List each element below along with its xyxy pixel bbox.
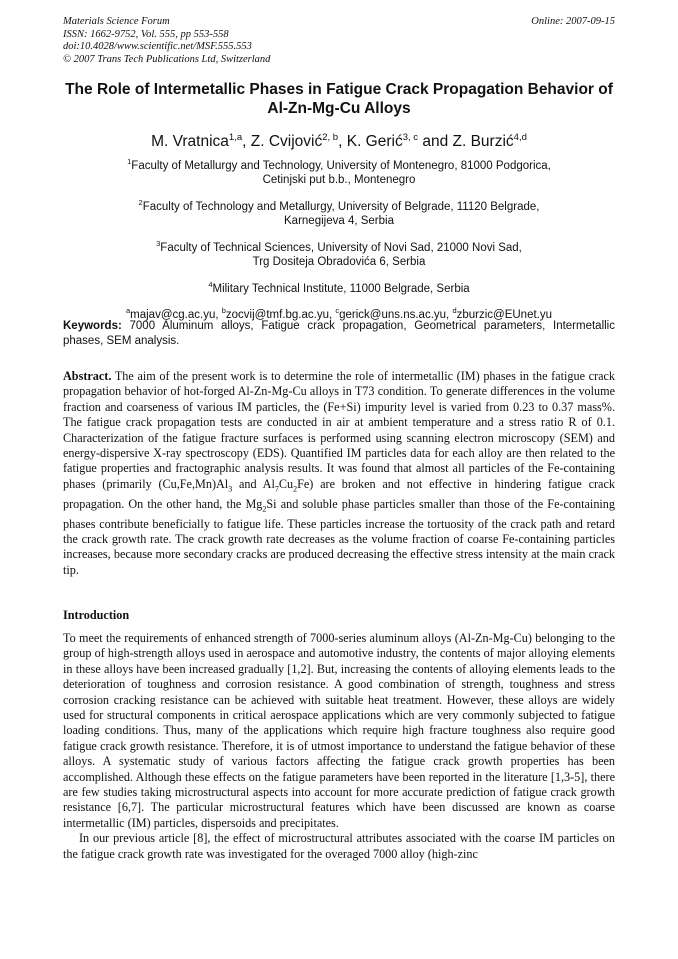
email-marker: b	[221, 306, 226, 316]
paragraph: To meet the requirements of enhanced strength of 7000-series aluminum alloys (Al-Zn-Mg-Cu) belonging to the group of high-strength alloys used in aerospace and automotive industry, the contents of major alloying elements in these alloys have been increased gradually [1,2]. But, increasing the contents of alloying elements leads to the deterioration of toughness and corrosion resistance. A good combination of strength, toughness and stress corrosion cracking resistance can be achieved with suitable heat treatment. However, these alloys are widely used for structural components in critical aerospace applications which are very commonly subjected to fatigue loading conditions. Thus, many of the applications which require high fracture toughness also require good fatigue crack growth resistance. Therefore, it is of utmost importance to understand the fatigue behavior of these alloys. A systematic study of various factors affecting the fatigue crack growth properties has been accomplished. Although these effects on the fatigue parameters have been reported in the literature [1,3-5], there are few studies taking microstructural aspects into account for more accurate prediction of fatigue crack growth resistance [6,7]. The particular microstructural features which have been discussed are known as coarse intermetallic (IM) particles, dispersoids and precipitates.	[63, 631, 615, 830]
abstract-text: and Al	[232, 476, 275, 491]
author-name: Z. Cvijović	[250, 133, 323, 151]
author-separator: ,	[338, 133, 347, 151]
introduction-section	[63, 631, 615, 862]
email-marker: a	[125, 306, 131, 316]
author-list	[63, 129, 615, 151]
paragraph: In our previous article [8], the effect of microstructural attributes associated with the coarse IM particles on the fatigue crack growth rate was investigated for the overaged 7000 alloy (high-zinc	[63, 831, 615, 861]
affiliation	[63, 196, 615, 229]
author-marker: 2, b	[322, 132, 339, 143]
author-marker: 1,a	[228, 132, 243, 143]
author-name: Z. Burzić	[452, 133, 514, 151]
affiliation-line: Cetinjski put b.b., Montenegro	[262, 174, 416, 187]
abstract	[63, 369, 615, 578]
issn-line: ISSN: 1662-9752, Vol. 555, pp 553-558	[63, 28, 229, 40]
affiliation-marker: 2	[138, 198, 143, 208]
email-marker: c	[335, 306, 340, 316]
online-date: Online: 2007-09-15	[531, 16, 615, 27]
affiliation-marker: 4	[208, 280, 213, 290]
affiliation-marker: 3	[156, 239, 161, 249]
affiliation-line: Faculty of Metallurgy and Technology, University of Montenegro, 81000 Podgorica,	[131, 159, 551, 172]
author-marker: 4,d	[513, 132, 527, 143]
affiliation-marker: 1	[127, 157, 132, 166]
keywords-text: 7000 Aluminum alloys, Fatigue crack propagation, Geometrical parameters, Intermetallic phases, SEM analysis.	[63, 320, 615, 347]
paper-title: The Role of Intermetallic Phases in Fatigue Crack Propagation Behavior of Al-Zn-Mg-Cu Alloys	[65, 81, 613, 117]
author-separator: ,	[242, 133, 251, 151]
doi-line: doi:10.4028/www.scientific.net/MSF.555.553	[63, 41, 252, 53]
abstract-text: The aim of the present work is to determine the role of intermetallic (IM) phases in the fatigue crack propagation behavior of hot-forged Al-Zn-Mg-Cu alloys in T73 condition. To generate differences in the volume fraction and coarseness of various IM particles, the (Fe+Si) impurity level is varied from 0.23 to 0.37 mass%. The fatigue crack propagation tests are conducted in air at ambient temperature and a stress ratio R of 0.1. Characterization of the fatigue fracture surfaces is performed using scanning electron microscopy (SEM) and energy-dispersive X-ray spectroscopy (EDS). Quantified IM particles data for each alloy are then related to the fatigue properties and fractographic analysis results. It was found that almost all particles of the Fe-containing phases (primarily (Cu,Fe,Mn)Al	[63, 369, 616, 491]
email-address[interactable]: zocvij@tmf.bg.ac.yu,	[225, 309, 336, 322]
email-address[interactable]: majav@cg.ac.yu,	[130, 309, 222, 322]
copyright-line: © 2007 Trans Tech Publications Ltd, Switzerland	[63, 53, 271, 65]
affiliation-list	[63, 155, 615, 323]
formula-subscript: 7	[274, 484, 279, 494]
formula-subscript: 2	[293, 484, 298, 494]
keywords	[63, 319, 615, 349]
affiliation	[63, 155, 615, 188]
journal-name: Materials Science Forum	[63, 16, 170, 27]
affiliation-line: Faculty of Technology and Metallurgy, University of Belgrade, 11120 Belgrade,	[142, 200, 540, 213]
abstract-text: Fe) are broken and not effective in hindering fatigue crack propagation. On the other hand, the Mg	[63, 476, 615, 511]
email-address[interactable]: gerick@uns.ns.ac.yu,	[339, 309, 453, 322]
author-name: K. Gerić	[346, 133, 403, 151]
affiliation	[63, 237, 615, 270]
affiliation	[63, 278, 615, 296]
author-name: M. Vratnica	[151, 133, 229, 151]
section-heading-introduction: Introduction	[63, 608, 130, 622]
publication-header	[63, 16, 615, 66]
abstract-text: Cu	[278, 476, 294, 491]
affiliation-line: Military Technical Institute, 11000 Belgrade, Serbia	[212, 282, 470, 295]
formula-subscript: 2	[262, 504, 267, 514]
affiliation-line: Karnegijeva 4, Serbia	[284, 215, 394, 228]
author-separator: and	[418, 133, 453, 151]
author-marker: 3, c	[402, 132, 419, 143]
email-address[interactable]: zburzic@EUnet.yu	[456, 309, 553, 322]
email-marker: d	[452, 306, 457, 316]
affiliation-line: Faculty of Technical Sciences, University of Novi Sad, 21000 Novi Sad,	[160, 241, 522, 254]
keywords-label: Keywords:	[63, 320, 122, 332]
abstract-text: Si and soluble phase particles smaller than those of the Fe-containing phases contribute beneficially to fatigue life. These particles increase the tortuosity of the crack path and retard the crack growth rate. The crack growth rate decreases as the volume fraction of coarse Fe-containing particles increases, because more secondary cracks are produced decreasing the effective stress intensity at the main crack tip.	[63, 496, 615, 577]
affiliation-line: Trg Dositeja Obradovića 6, Serbia	[252, 256, 426, 269]
abstract-label: Abstract.	[63, 369, 112, 383]
formula-subscript: 3	[228, 484, 233, 494]
